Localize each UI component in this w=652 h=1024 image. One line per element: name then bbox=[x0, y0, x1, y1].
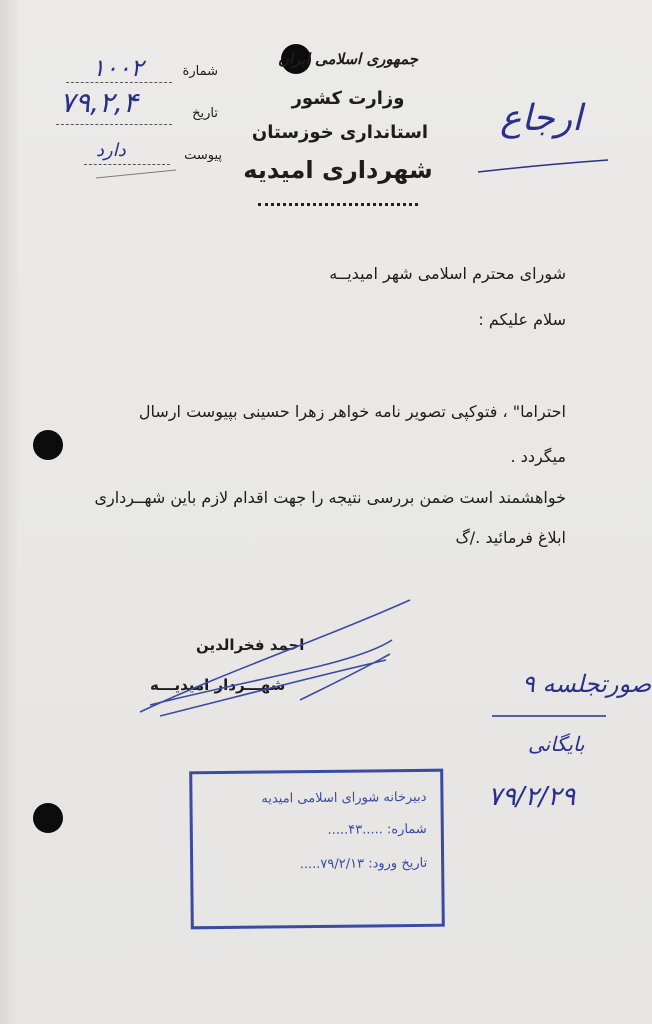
stamp-line-date: تاریخ ورود: ۷۹/۲/۱۳..... bbox=[299, 855, 428, 873]
date-label: تاريخ bbox=[192, 106, 218, 121]
date-value: ۷۹,۲,۴ bbox=[60, 86, 138, 119]
recipient-line: شورای محترم اسلامی شهر امیدیــه bbox=[329, 264, 566, 283]
signatory-name: احمد فخرالدین bbox=[196, 636, 305, 654]
signatory-title: شهـــردار امیدیـــه bbox=[150, 676, 286, 694]
letterhead-ministry: وزارت کشور bbox=[291, 88, 405, 109]
number-value: ۱۰۰۲ bbox=[92, 54, 144, 82]
attachment-value: دارد bbox=[96, 140, 126, 161]
greeting-line: سلام علیکم : bbox=[478, 310, 566, 329]
margin-note-session: صورتجلسه ۹ bbox=[522, 670, 652, 698]
number-label: شمارة bbox=[182, 64, 218, 79]
paragraph1-line1: احتراما" ، فتوکپی تصویر نامه خواهر زهرا حسینی بپیوست ارسال bbox=[138, 402, 566, 421]
meta-underline-scratch bbox=[96, 170, 176, 178]
stamp-line-number: شماره: .....۴۳..... bbox=[327, 821, 427, 838]
paragraph1-line2: میگردد . bbox=[510, 447, 566, 466]
paragraph2-line1: خواهشمند است ضمن بررسی نتیجه را جهت اقدام لازم باین شهــرداری bbox=[94, 488, 566, 507]
letterhead-republic: جمهوری اسلامی ایران bbox=[277, 50, 419, 68]
letterhead-municipality: شهرداری امیدیه bbox=[243, 156, 433, 184]
stamp-line-office: دبیرخانه شورای اسلامی امیدیه bbox=[261, 789, 427, 807]
margin-note-archive: بایگانی bbox=[528, 732, 585, 756]
paragraph2-line2: ابلاغ فرمائید ./گ bbox=[455, 528, 566, 547]
handwritten-corner-note: ارجاع bbox=[500, 98, 583, 139]
corner-note-underline bbox=[478, 160, 608, 172]
attachment-label: پيوست bbox=[184, 148, 222, 163]
margin-note-date: ۷۹/۲/۲۹ bbox=[488, 782, 576, 812]
signature-scribble bbox=[140, 600, 410, 716]
letterhead-governorate: استانداری خوزستان bbox=[251, 122, 429, 143]
